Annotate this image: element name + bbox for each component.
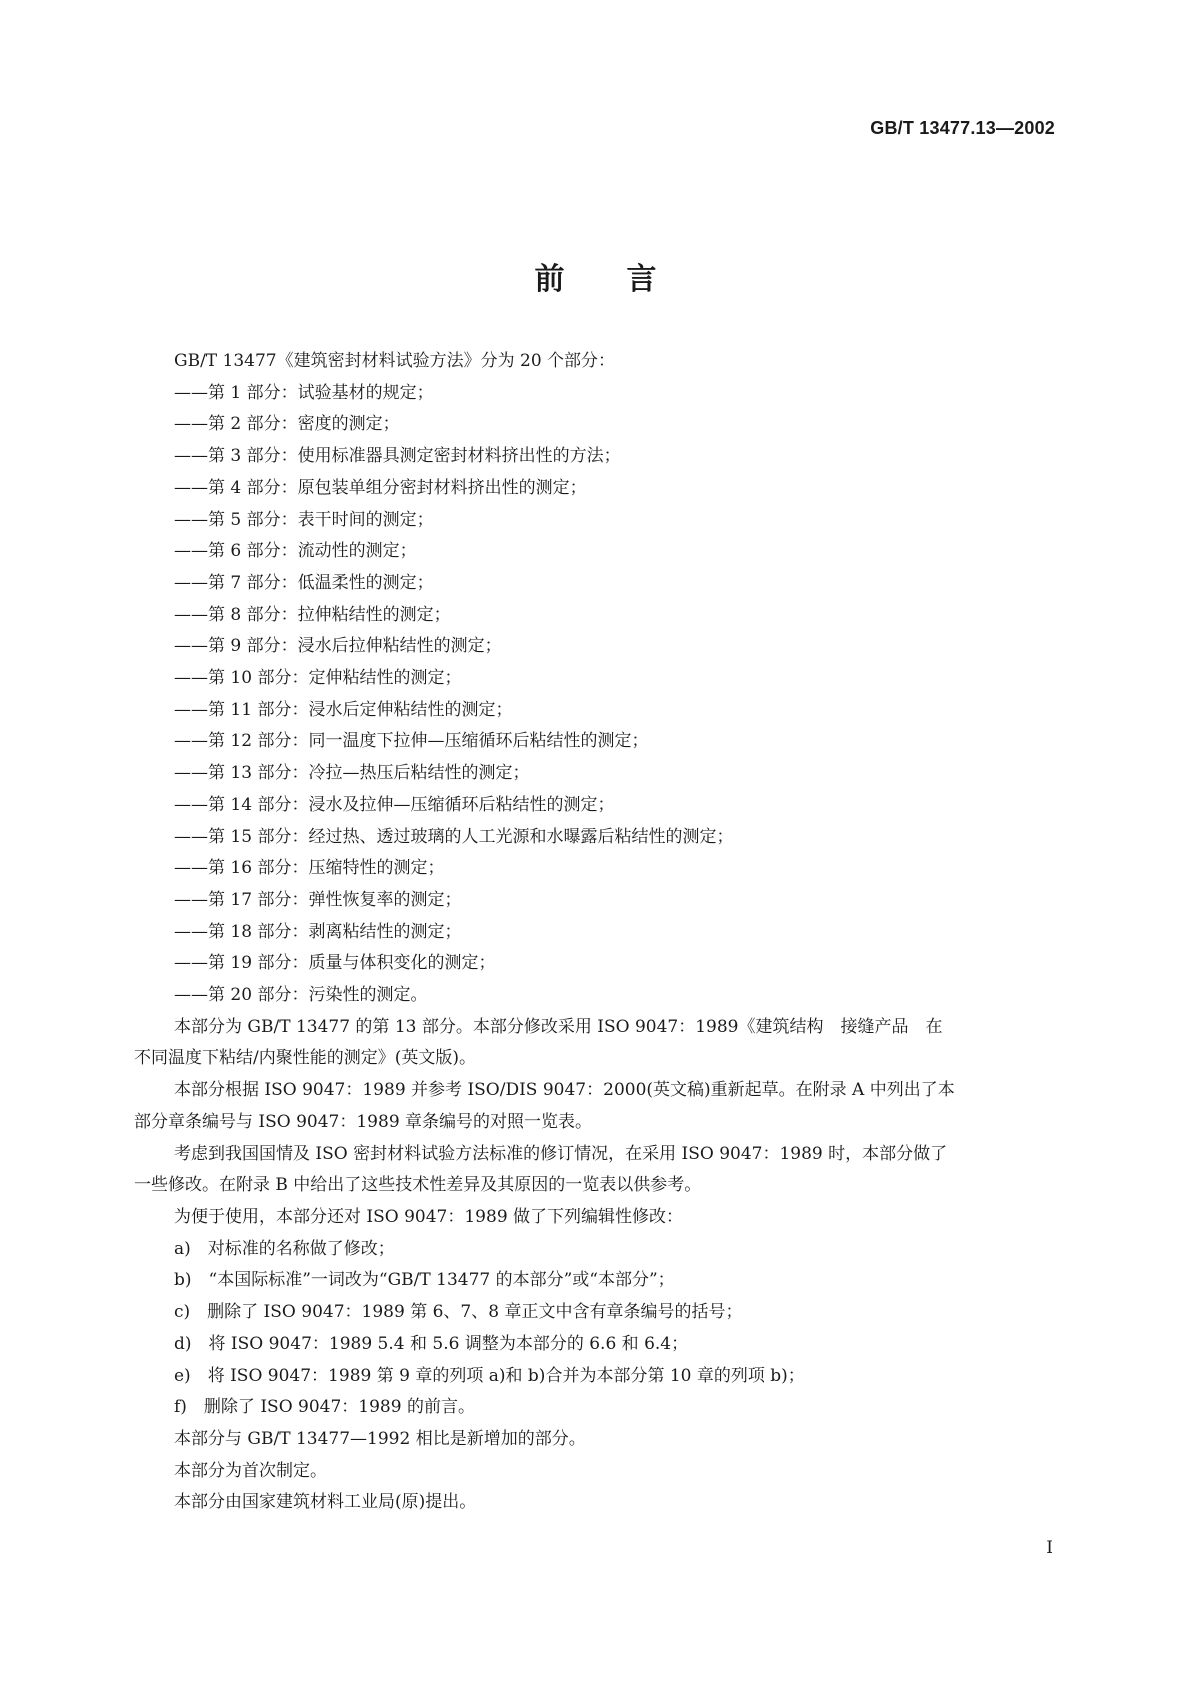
- list-item: c) 删除了 ISO 9047：1989 第 6、7、8 章正文中含有章条编号的括号；: [174, 1302, 743, 1323]
- list-item: ——第 14 部分：浸水及拉伸—压缩循环后粘结性的测定；: [174, 794, 615, 815]
- paragraph-modifications: [134, 1139, 1034, 1202]
- list-item: e) 将 ISO 9047：1989 第 9 章的列项 a)和 b)合并为本部分第 10 章的列项 b)；: [174, 1365, 805, 1386]
- list-item: ——第 11 部分：浸水后定伸粘结性的测定；: [174, 699, 513, 720]
- intro-line: GB/T 13477《建筑密封材料试验方法》分为 20 个部分：: [174, 351, 616, 371]
- list-item: ——第 1 部分：试验基材的规定；: [174, 382, 434, 403]
- foreword-body: [134, 346, 1034, 1519]
- list-item: ——第 10 部分：定伸粘结性的测定；: [174, 668, 462, 689]
- list-item: ——第 2 部分：密度的测定；: [174, 414, 400, 435]
- paragraph-adoption: [134, 1012, 1034, 1075]
- paragraph-editorial: [174, 1202, 1034, 1234]
- list-item: ——第 19 部分：质量与体积变化的测定；: [174, 953, 496, 974]
- list-item: ——第 8 部分：拉伸粘结性的测定；: [174, 604, 451, 625]
- closing-line: 本部分与 GB/T 13477—1992 相比是新增加的部分。: [174, 1428, 586, 1449]
- list-item: ——第 12 部分：同一温度下拉伸—压缩循环后粘结性的测定；: [174, 731, 649, 752]
- list-item: ——第 16 部分：压缩特性的测定；: [174, 858, 445, 879]
- list-item: a) 对标准的名称做了修改；: [174, 1238, 395, 1259]
- paragraph-line: 部分章条编号与 ISO 9047：1989 章条编号的对照一览表。: [134, 1111, 593, 1132]
- list-item: ——第 5 部分：表干时间的测定；: [174, 509, 434, 530]
- paragraph-line: 本部分为 GB/T 13477 的第 13 部分。本部分修改采用 ISO 9047：1989《建筑结构 接缝产品 在: [174, 1016, 943, 1037]
- list-item: ——第 3 部分：使用标准器具测定密封材料挤出性的方法；: [174, 446, 621, 467]
- list-item: ——第 4 部分：原包装单组分密封材料挤出性的测定；: [174, 477, 587, 498]
- paragraph-line: 考虑到我国国情及 ISO 密封材料试验方法标准的修订情况，在采用 ISO 9047：1989 时，本部分做了: [174, 1143, 948, 1164]
- list-item: ——第 13 部分：冷拉—热压后粘结性的测定；: [174, 763, 530, 784]
- list-item: ——第 15 部分：经过热、透过玻璃的人工光源和水曝露后粘结性的测定；: [174, 826, 734, 847]
- list-item: ——第 20 部分：污染性的测定。: [174, 985, 428, 1006]
- page-number: I: [1046, 1538, 1053, 1558]
- standard-code: GB/T 13477.13—2002: [870, 118, 1055, 138]
- list-item: ——第 9 部分：浸水后拉伸粘结性的测定；: [174, 636, 502, 657]
- paragraph-line: 为便于使用，本部分还对 ISO 9047：1989 做了下列编辑性修改：: [174, 1206, 684, 1227]
- list-item: b) “本国际标准”一词改为“GB/T 13477 的本部分”或“本部分”；: [174, 1270, 675, 1291]
- list-item: ——第 17 部分：弹性恢复率的测定；: [174, 889, 462, 910]
- paragraph-line: 不同温度下粘结/内聚性能的测定》(英文版)。: [134, 1048, 476, 1069]
- list-item: ——第 6 部分：流动性的测定；: [174, 541, 417, 562]
- list-item: ——第 7 部分：低温柔性的测定；: [174, 572, 434, 593]
- parts-list: [174, 378, 1034, 1012]
- closing-line: 本部分为首次制定。: [174, 1460, 327, 1481]
- page-title: 前言: [534, 262, 719, 297]
- paragraph-line: 一些修改。在附录 B 中给出了这些技术性差异及其原因的一览表以供参考。: [134, 1175, 702, 1196]
- list-item: ——第 18 部分：剥离粘结性的测定；: [174, 921, 462, 942]
- list-item: d) 将 ISO 9047：1989 5.4 和 5.6 调整为本部分的 6.6 和 6.4；: [174, 1333, 689, 1354]
- paragraph-line: 本部分根据 ISO 9047：1989 并参考 ISO/DIS 9047：2000(英文稿)重新起草。在附录 A 中列出了本: [174, 1080, 955, 1101]
- closing-line: 本部分由国家建筑材料工业局(原)提出。: [174, 1492, 477, 1513]
- edits-list: [174, 1234, 1034, 1424]
- paragraph-drafting: [134, 1075, 1034, 1138]
- list-item: f) 删除了 ISO 9047：1989 的前言。: [174, 1397, 475, 1418]
